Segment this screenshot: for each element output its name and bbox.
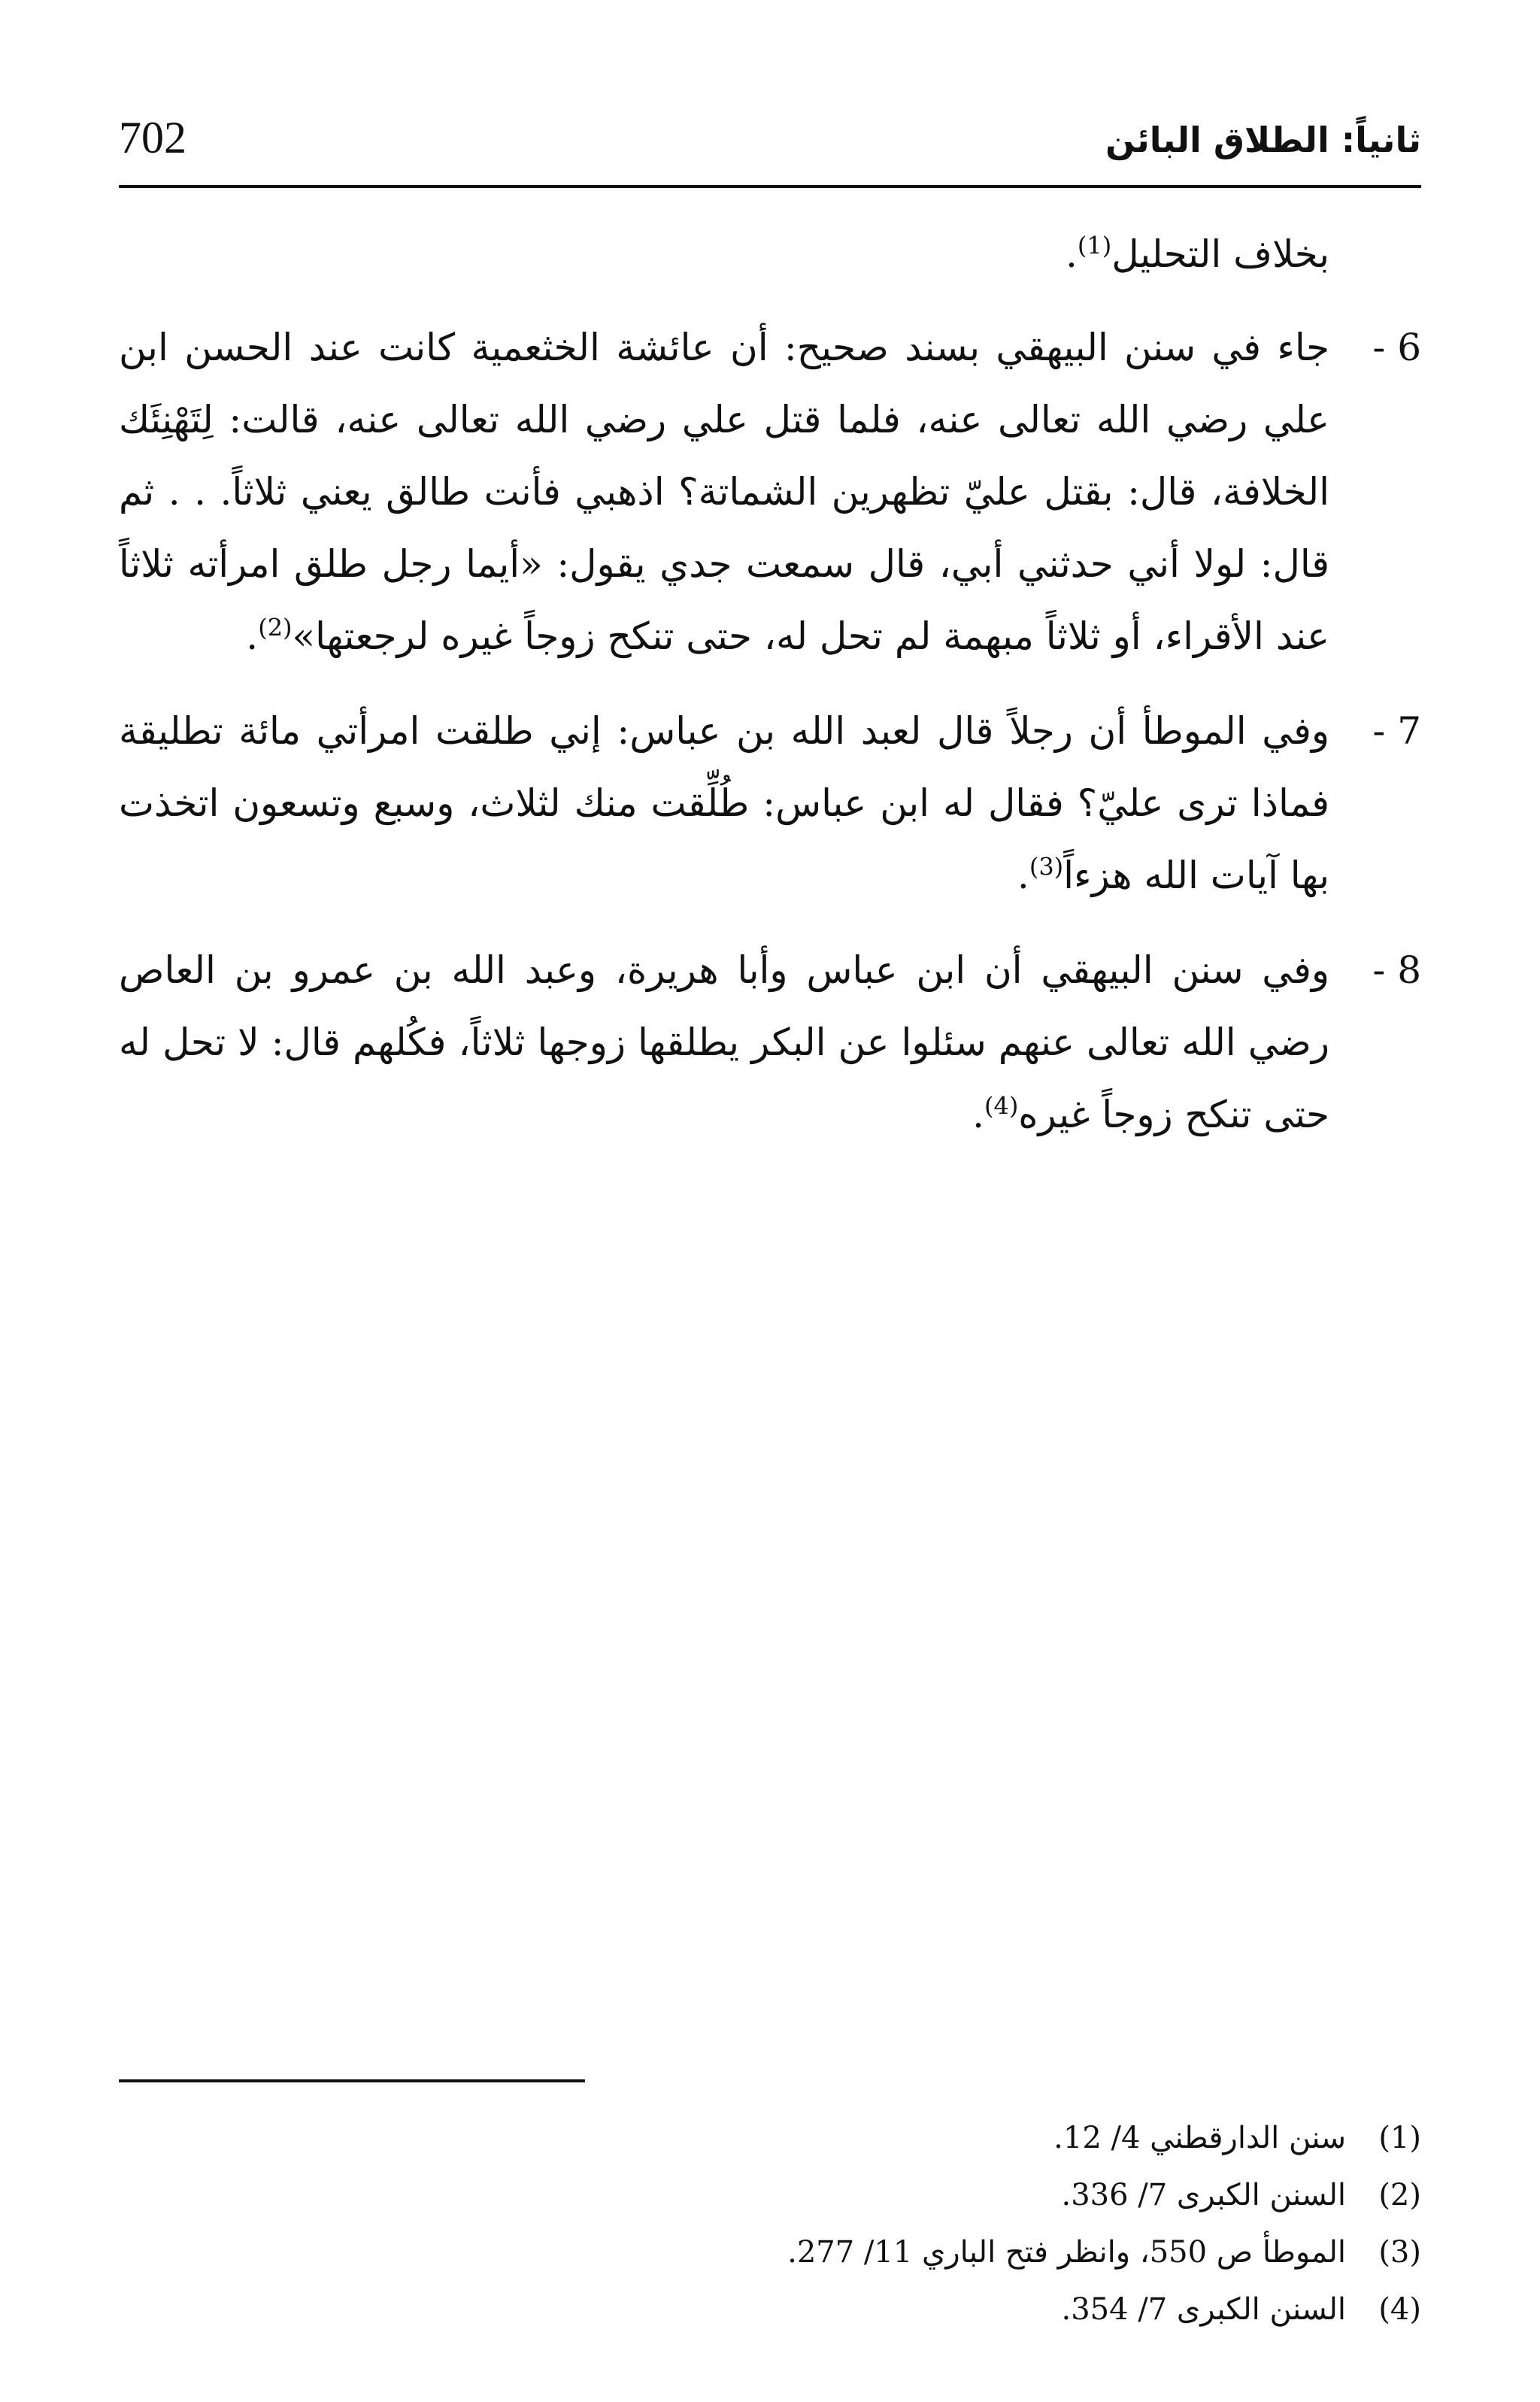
footnote-number: (4)	[1378, 2292, 1421, 2327]
page-header	[119, 105, 1421, 187]
numbered-item-7	[119, 695, 1421, 911]
main-text	[119, 218, 1421, 1173]
item-text: جاء في سنن البيهقي بسند صحيح: أن عائشة الخثعمية كانت عند الحسن ابن علي رضي الله تعالى عنه، فلما قتل علي رضي الله تعالى عنه، قالت: لِتَهْنِئَك الخلافة، قال: بقتل عليّ تظهرين الشماتة؟ اذهبي فأنت طالق يعني ثلاثاً. . . ثم قال: لولا أني حدثني أبي، قال سمعت جدي يقول: «أيما رجل طلق امرأته ثلاثاً عند الأقراء، أو ثلاثاً مبهمة لم تحل له، حتى تنكح زوجاً غيره لرجعتها»	[119, 326, 1329, 658]
footnote-text: السنن الكبرى 7/ 336.	[1061, 2178, 1346, 2212]
item-text: وفي سنن البيهقي أن ابن عباس وأبا هريرة، وعبد الله بن عمرو بن العاص رضي الله تعالى عنهم سئلوا عن البكر يطلقها زوجها ثلاثاً، فكُلهم قال: لا تحل له حتى تنكح زوجاً غيره	[119, 948, 1329, 1136]
lead-paragraph	[119, 218, 1421, 290]
page-number: 702	[119, 113, 186, 162]
footnotes	[119, 2109, 1421, 2338]
item-end: .	[972, 1093, 984, 1136]
footnote-number: (2)	[1378, 2178, 1421, 2212]
numbered-item-8	[119, 934, 1421, 1151]
footnote-text: سنن الدارقطني 4/ 12.	[1053, 2121, 1346, 2155]
running-title: ثانياً: الطلاق البائن	[1105, 120, 1421, 160]
footnote-number: (1)	[1378, 2121, 1421, 2155]
item-number: 6 -	[1372, 326, 1421, 369]
item-number: 7 -	[1372, 709, 1421, 753]
header-divider	[119, 185, 1421, 188]
lead-text: بخلاف التحليل	[1111, 232, 1329, 276]
item-text: وفي الموطأ أن رجلاً قال لعبد الله بن عباس: إني طلقت امرأتي مائة تطليقة فماذا ترى عليّ؟ فقال له ابن عباس: طُلِّقت منك لثلاث، وسبع وتسعون اتخذت بها آيات الله هزءاً	[119, 709, 1329, 897]
footnote-ref-1: (1)	[1077, 231, 1112, 260]
item-end: .	[1017, 854, 1029, 897]
footnote-divider	[119, 2079, 585, 2082]
footnote-ref-3: (3)	[1029, 852, 1064, 881]
footnote-1	[119, 2109, 1421, 2167]
footnote-text: السنن الكبرى 7/ 354.	[1061, 2292, 1346, 2327]
footnote-4	[119, 2281, 1421, 2338]
footnote-ref-2: (2)	[258, 613, 293, 642]
lead-end: .	[1066, 232, 1078, 276]
footnote-ref-4: (4)	[984, 1091, 1019, 1121]
footnote-3	[119, 2224, 1421, 2281]
numbered-item-6	[119, 311, 1421, 672]
footnote-2	[119, 2167, 1421, 2224]
footnote-text: الموطأ ص 550، وانظر فتح الباري 11/ 277.	[787, 2235, 1346, 2270]
footnote-number: (3)	[1378, 2235, 1421, 2270]
item-end: .	[246, 614, 259, 658]
book-page	[119, 105, 1421, 2327]
item-number: 8 -	[1372, 948, 1421, 992]
